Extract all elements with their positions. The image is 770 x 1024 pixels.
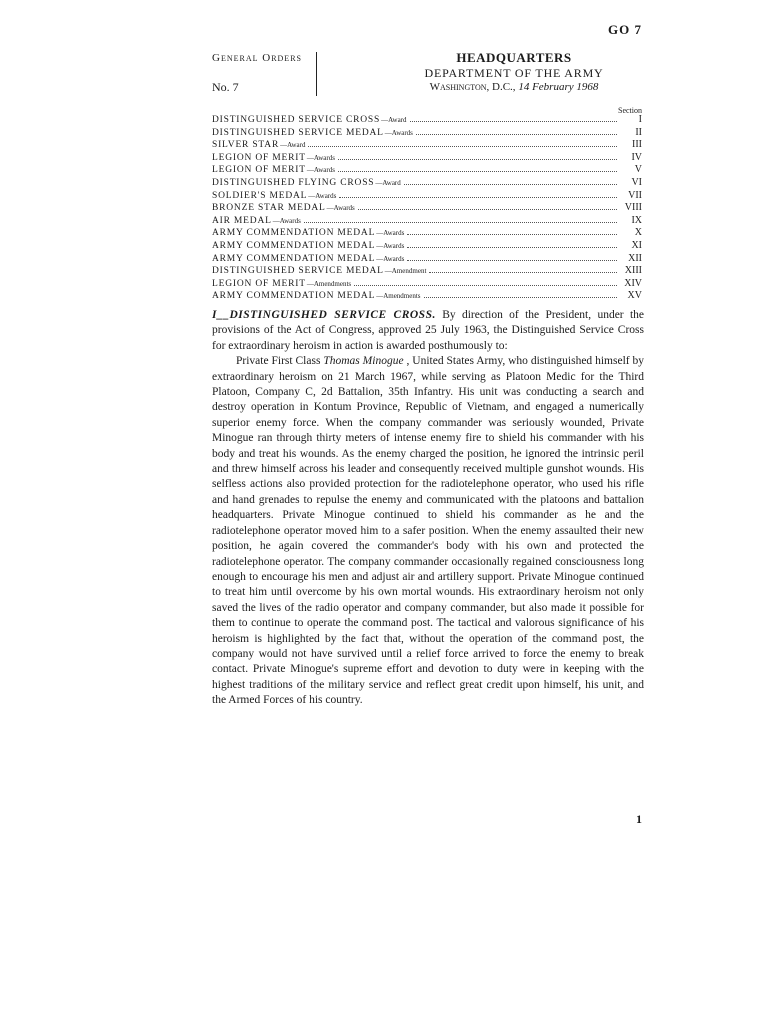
- toc-title: ARMY COMMENDATION MEDAL: [212, 253, 376, 264]
- toc-section-number: VI: [631, 176, 642, 188]
- toc-subtitle: —Amendments: [306, 279, 352, 288]
- toc-subtitle: —Awards: [376, 254, 405, 263]
- toc-section-number: XIV: [624, 277, 642, 289]
- orders-number: No. 7: [212, 80, 239, 94]
- section-intro-paragraph: [212, 308, 644, 354]
- toc-row: [212, 240, 642, 253]
- toc-leader-dots: [407, 234, 617, 235]
- toc-section-number: VIII: [624, 202, 642, 214]
- toc-row: [212, 114, 642, 127]
- toc-row: [212, 253, 642, 266]
- department-title: DEPARTMENT OF THE ARMY: [424, 66, 604, 80]
- toc-leader-dots: [407, 247, 617, 248]
- toc-row: [212, 278, 642, 291]
- recipient-name: Thomas Minogue: [323, 355, 404, 368]
- toc-subtitle: —Awards: [376, 229, 405, 238]
- toc-section-number: II: [635, 126, 642, 138]
- toc-subtitle: —Awards: [272, 216, 301, 225]
- toc-row: [212, 215, 642, 228]
- toc-subtitle: —Awards: [376, 241, 405, 250]
- section-column-heading: Section: [618, 106, 642, 115]
- toc-section-number: XII: [628, 252, 642, 264]
- citation-paragraph: [212, 354, 644, 708]
- toc-section-number: XI: [631, 239, 642, 251]
- toc-title: DISTINGUISHED FLYING CROSS: [212, 177, 375, 188]
- toc-leader-dots: [429, 272, 617, 273]
- toc-subtitle: —Awards: [306, 153, 335, 162]
- toc-leader-dots: [339, 197, 617, 198]
- toc-leader-dots: [424, 297, 617, 298]
- place: Washington, D.C.,: [429, 81, 516, 93]
- toc-section-number: V: [634, 164, 642, 176]
- toc-leader-dots: [410, 121, 617, 122]
- toc-row: [212, 152, 642, 165]
- toc-title: ARMY COMMENDATION MEDAL: [212, 291, 376, 302]
- toc-title: BRONZE STAR MEDAL: [212, 203, 326, 214]
- toc-row: [212, 139, 642, 152]
- toc-title: LEGION OF MERIT: [212, 278, 306, 289]
- citation-text: , United States Army, who distinguished himself by extraordinary heroism on 21 March 1967, while serving as Platoon Medic for the Third Platoon, Company C, 2d Battalion, 35th Infantry. His unit was conducting a search and destroy operation in Kontum Province, Republic of Vietnam, and engaged a numerically superior enemy force. When the company commander was seriously wounded, Private Minogue ran through thirty meters of intense enemy fire to shield his commander with his body and treat his wounds. As the enemy charged the position, he ignored the intrinsic peril and threw himself across his leader and consequently received multiple gunshot wounds. His selfless actions also provided protection for the radiotelephone operator, who used his rifle and hand grenades to repulse the enemy and communicated with the platoons and battalion headquarters. Private Minogue continued to shield his commander as he and the radiotelephone operator moved him to a safer position. When the enemy assaulted their new position, he again covered the commander's body with his own and protected the radiotelephone operator. The company commander occasionally regained consciousness long enough to encourage his men and adjust air and artillery support. Private Minogue continued to treat him until overcome by his own mortal wounds. His extraordinary heroism not only saved the lives of the radio operator and company commander, but also made it possible for them to continue to operate the command post. The tactical and valorous significance of his heroism is highlighted by the fact that, without the operation of the command post, the company would not have survived until a relief force arrived to force the enemy to break contact. Private Minogue's supreme effort and devotion to duty were in keeping with the highest traditions of the military service and reflect great credit upon himself, his unit, and the Armed Forces of his country.: [212, 355, 645, 707]
- toc-section-number: I: [638, 114, 642, 125]
- citation-prefix: Private First Class: [236, 355, 321, 368]
- headquarters-title: HEADQUARTERS: [456, 50, 572, 65]
- toc-subtitle: —Award: [280, 141, 306, 150]
- issue-date: 14 February 1968: [518, 81, 599, 93]
- toc-leader-dots: [308, 146, 617, 147]
- toc-title: DISTINGUISHED SERVICE MEDAL: [212, 127, 384, 138]
- toc-title: LEGION OF MERIT: [212, 152, 306, 163]
- toc-title: ARMY COMMENDATION MEDAL: [212, 228, 376, 239]
- headquarters-block: [386, 50, 642, 93]
- toc-row: [212, 190, 642, 203]
- toc-section-number: VII: [628, 189, 642, 201]
- toc-subtitle: —Amendment: [384, 267, 427, 276]
- toc-title: SILVER STAR: [212, 140, 280, 151]
- general-orders-label: General Orders: [212, 52, 302, 64]
- toc-section-number: XIII: [624, 265, 642, 277]
- dateline: [386, 81, 642, 93]
- toc-row: [212, 177, 642, 190]
- toc-leader-dots: [404, 184, 617, 185]
- toc-row: [212, 127, 642, 140]
- toc-title: DISTINGUISHED SERVICE MEDAL: [212, 266, 384, 277]
- toc-subtitle: —Amendments: [376, 292, 421, 301]
- toc-subtitle: —Awards: [308, 191, 337, 200]
- toc-leader-dots: [354, 285, 617, 286]
- section-i-text: [212, 308, 644, 709]
- table-of-contents: [212, 114, 642, 303]
- toc-subtitle: —Awards: [326, 204, 355, 213]
- toc-section-number: III: [632, 139, 642, 151]
- toc-subtitle: —Award: [381, 116, 407, 124]
- page-number: 1: [636, 812, 642, 826]
- toc-section-number: IV: [631, 151, 642, 163]
- toc-section-number: X: [634, 227, 642, 239]
- toc-section-number: IX: [631, 214, 642, 226]
- toc-title: DISTINGUISHED SERVICE CROSS: [212, 115, 381, 125]
- toc-subtitle: —Awards: [384, 128, 413, 137]
- intro-text: By direction of the President, under the provisions of the Act of Congress, approved 25 July 1963, the Distinguished Service Cross for extraordinary heroism in action is awarded posthumously to:: [212, 309, 645, 352]
- toc-row: [212, 290, 642, 303]
- toc-leader-dots: [304, 222, 617, 223]
- toc-title: LEGION OF MERIT: [212, 165, 306, 176]
- toc-subtitle: —Award: [375, 178, 401, 187]
- toc-leader-dots: [338, 159, 617, 160]
- toc-row: [212, 164, 642, 177]
- general-orders-label-block: [212, 52, 317, 96]
- toc-leader-dots: [338, 171, 617, 172]
- toc-row: [212, 265, 642, 278]
- page-identifier: GO 7: [608, 22, 642, 37]
- toc-title: SOLDIER'S MEDAL: [212, 190, 308, 201]
- toc-leader-dots: [416, 134, 617, 135]
- toc-title: AIR MEDAL: [212, 215, 272, 226]
- toc-subtitle: —Awards: [306, 166, 335, 175]
- toc-row: [212, 202, 642, 215]
- toc-title: ARMY COMMENDATION MEDAL: [212, 240, 376, 251]
- section-heading: I__DISTINGUISHED SERVICE CROSS.: [212, 309, 436, 321]
- toc-row: [212, 227, 642, 240]
- toc-section-number: XV: [627, 290, 642, 302]
- toc-leader-dots: [358, 209, 617, 210]
- toc-leader-dots: [407, 260, 617, 261]
